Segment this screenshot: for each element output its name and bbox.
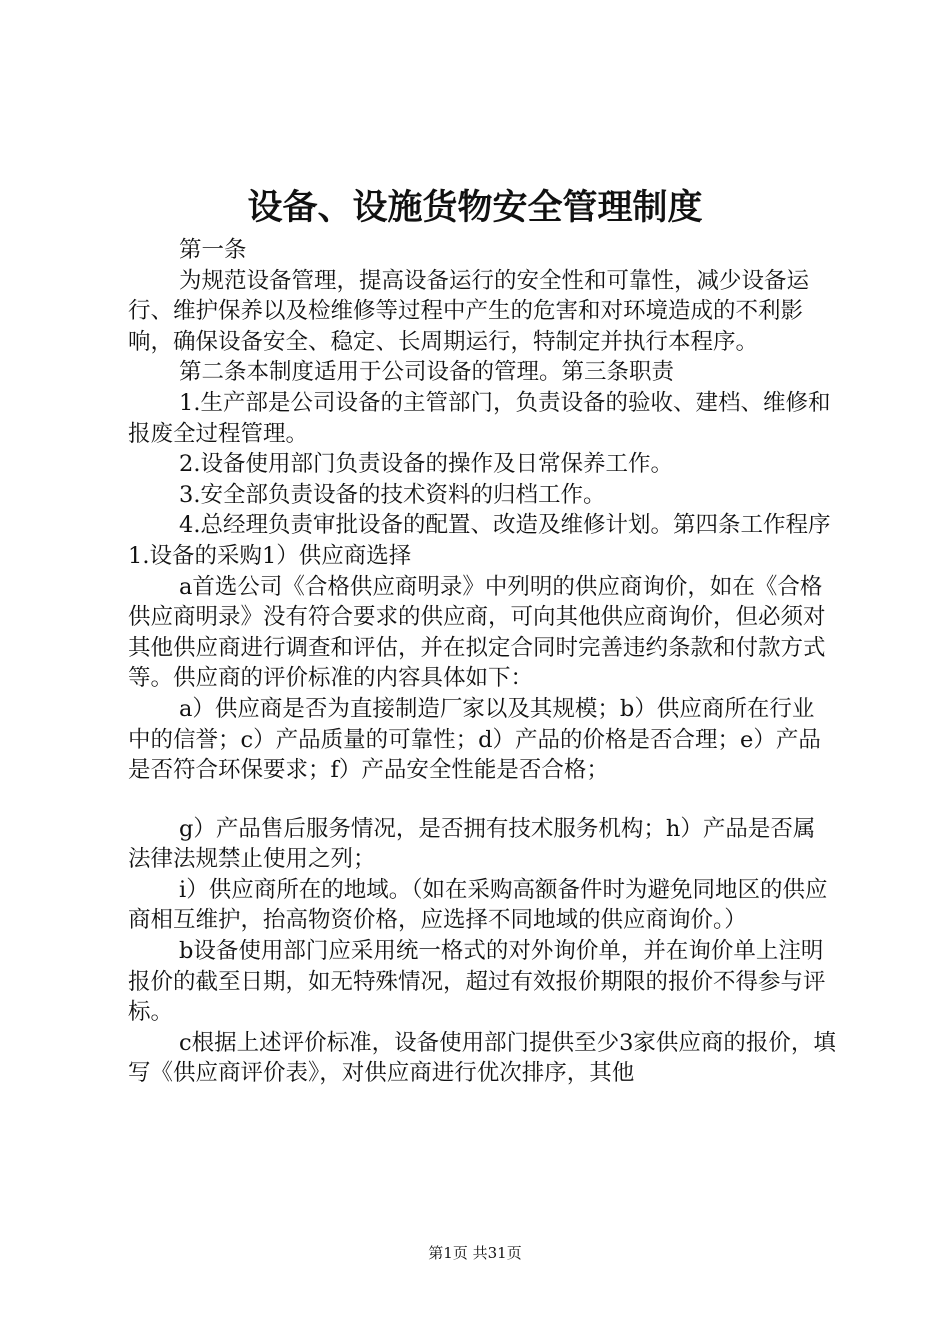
paragraph-supplier-a: a首选公司《合格供应商明录》中列明的供应商询价，如在《合格供应商明录》没有符合要求的供应商，可向其他供应商询价，但必须对其他供应商进行调查和评估，并在拟定合同时完善违约条款和付款方式等。供应商的评价标准的内容具体如下： xyxy=(128,573,826,692)
paragraph-duty-1: 1.生产部是公司设备的主管部门，负责设备的验收、建档、维修和报废全过程管理。 xyxy=(128,389,831,447)
paragraph-criteria-i: i）供应商所在的地域。（如在采购高额备件时为避免同地区的供应商相互维护，抬高物资价格，应选择不同地域的供应商询价。） xyxy=(128,876,828,934)
paragraph-criteria-g-h: g）产品售后服务情况，是否拥有技术服务机构；h）产品是否属法律法规禁止使用之列； xyxy=(128,815,816,873)
paragraph-duty-2: 2.设备使用部门负责设备的操作及日常保养工作。 xyxy=(179,451,673,478)
document-title: 设备、设施货物安全管理制度 xyxy=(247,187,703,228)
paragraph-duty-3: 3.安全部负责设备的技术资料的归档工作。 xyxy=(179,481,606,508)
paragraph-supplier-c: c根据上述评价标准，设备使用部门提供至少3家供应商的报价，填写《供应商评价表》，对供应商进行优次排序，其他 xyxy=(128,1029,836,1087)
paragraph-article-1: 第一条 xyxy=(179,237,247,263)
document-body xyxy=(128,235,836,1089)
paragraph-supplier-b: b设备使用部门应采用统一格式的对外询价单，并在询价单上注明报价的截至日期，如无特殊情况，超过有效报价期限的报价不得参与评标。 xyxy=(128,938,826,1026)
paragraph-criteria-a-f: a）供应商是否为直接制造厂家以及其规模；b）供应商所在行业中的信誉；c）产品质量的可靠性；d）产品的价格是否合理；e）产品是否符合环保要求；f）产品安全性能是否合格； xyxy=(128,695,821,784)
paragraph-duty-4: 4.总经理负责审批设备的配置、改造及维修计划。第四条工作程序1.设备的采购1）供应商选择 xyxy=(128,512,831,569)
paragraph-purpose: 为规范设备管理，提高设备运行的安全性和可靠性，减少设备运行、维护保养以及检维修等过程中产生的危害和对环境造成的不利影响，确保设备安全、稳定、长周期运行，特制定并执行本程序。 xyxy=(128,267,810,355)
page-footer: 第1页 共31页 xyxy=(428,1244,522,1262)
paragraph-article-2-3: 第二条本制度适用于公司设备的管理。第三条职责 xyxy=(179,359,675,386)
